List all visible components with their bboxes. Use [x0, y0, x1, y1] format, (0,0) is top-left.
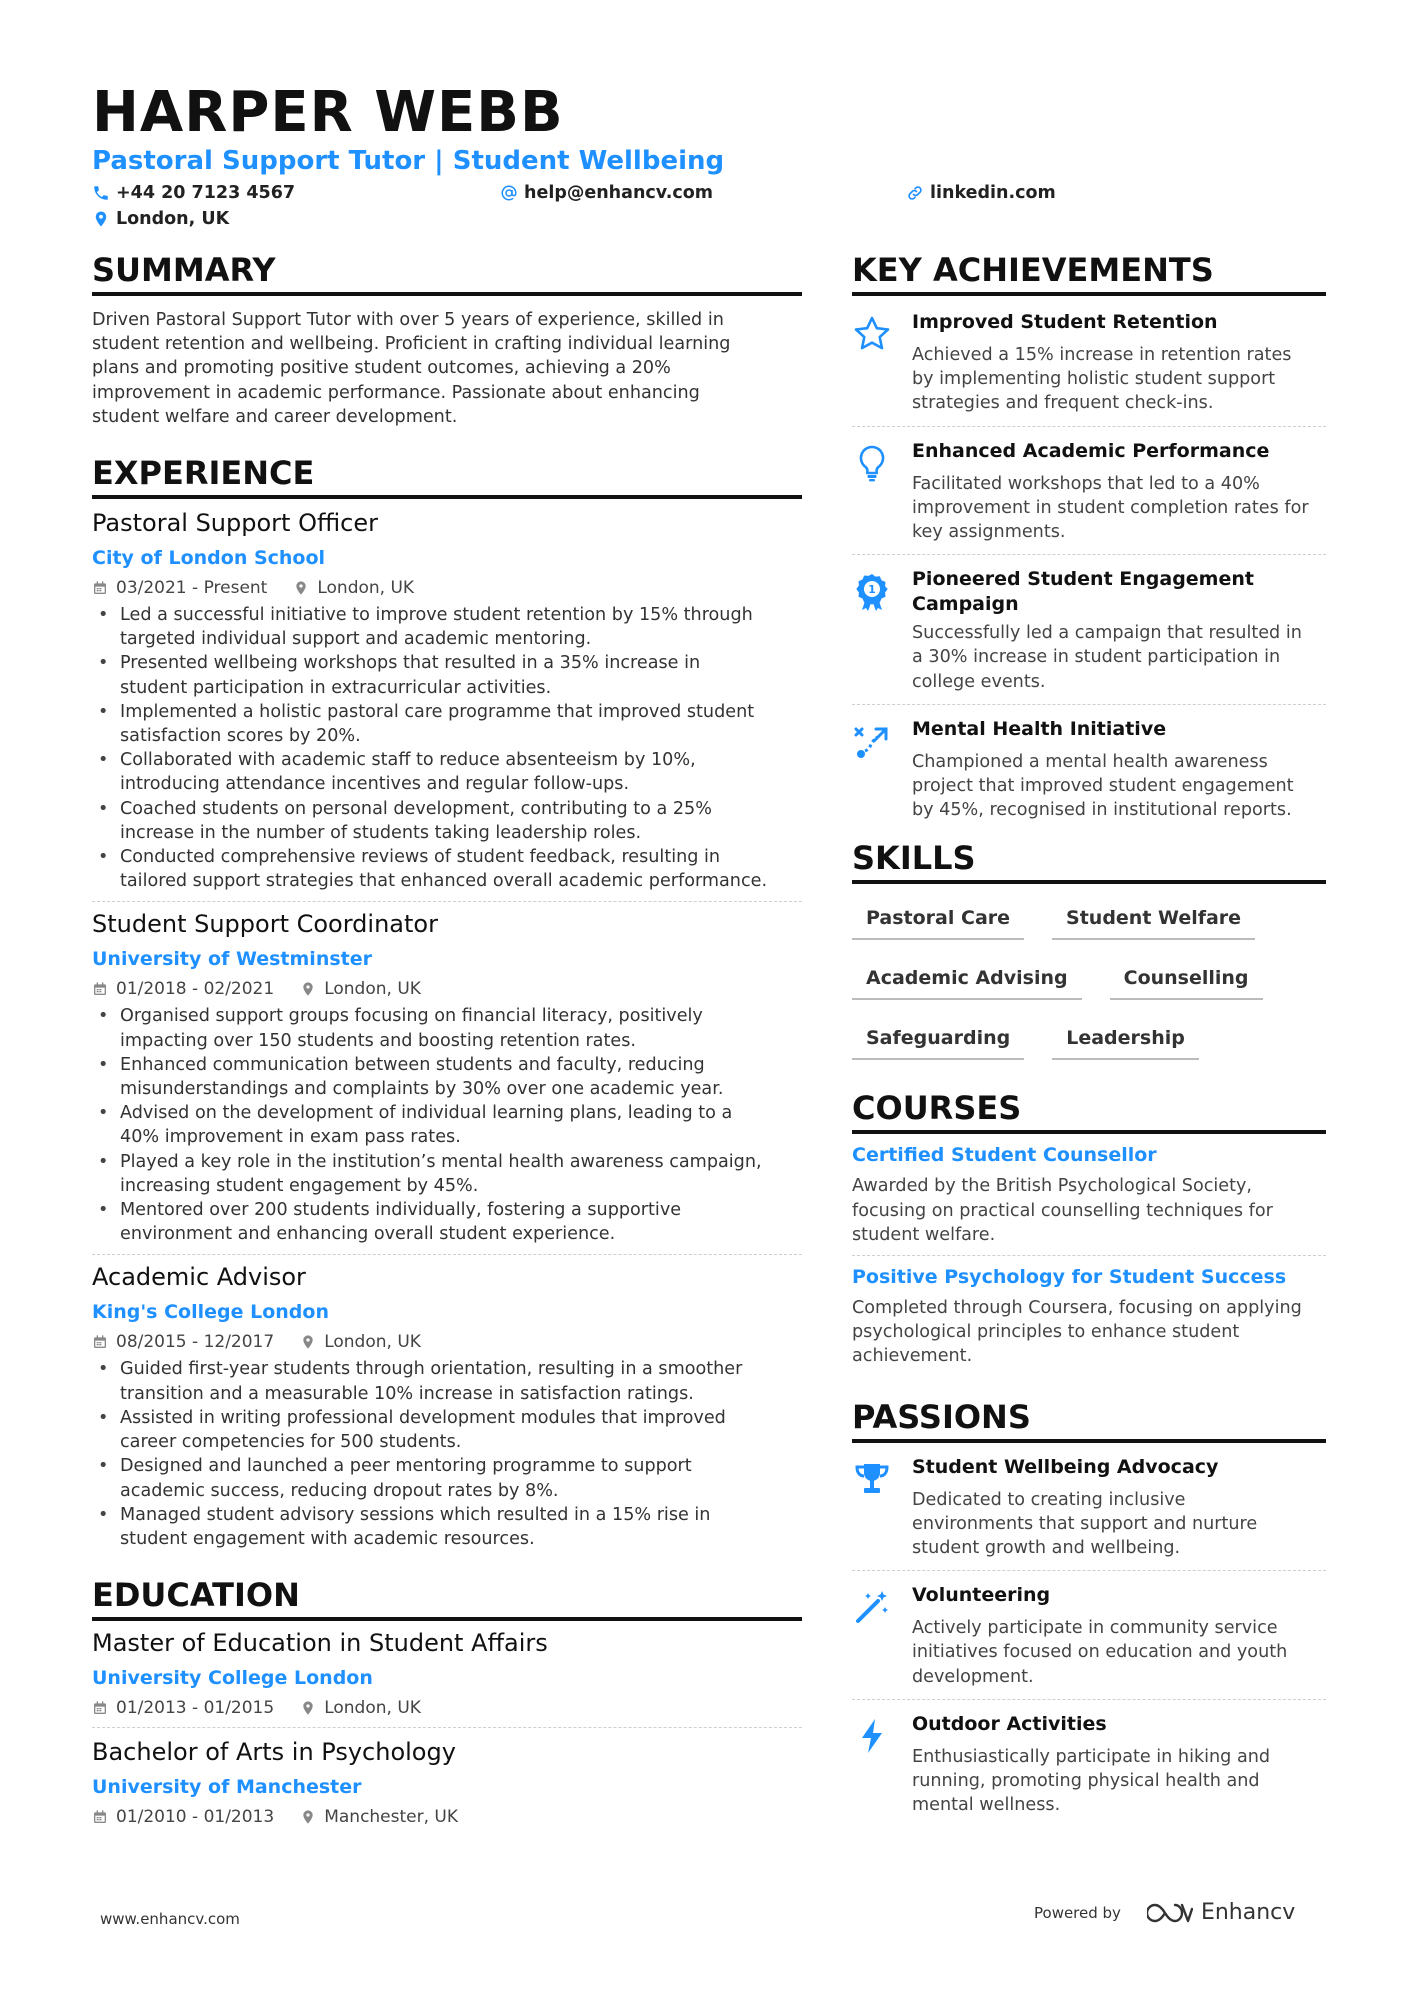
footer-branding: [1034, 1900, 1295, 1925]
date-text: 01/2010 - 01/2013: [116, 1807, 275, 1828]
bullet-line: misunderstandings and complaints by 30% over one academic year.: [120, 1079, 724, 1100]
date-range: [92, 1806, 274, 1828]
calendar-icon: [92, 1809, 108, 1825]
job-location: [300, 1697, 421, 1719]
powered-by-text: Powered by: [1034, 1903, 1121, 1922]
bullet-line: • Enhanced communication between students and faculty, reducing: [120, 1054, 705, 1075]
education-section: [92, 1575, 802, 1828]
passion-item: [852, 1455, 1326, 1561]
description-line: focusing on practical counselling techniques for: [852, 1200, 1273, 1221]
passion-item: [852, 1583, 1326, 1689]
description-line: by 45%, recognised in institutional reports.: [912, 800, 1292, 821]
description-line: Awarded by the British Psychological Society,: [852, 1176, 1253, 1197]
course-description: [852, 1296, 1326, 1369]
skill-tag: Safeguarding: [852, 1022, 1024, 1060]
description-line: psychological principles to enhance student: [852, 1322, 1240, 1343]
description-line: strategies and frequent check-ins.: [912, 393, 1214, 414]
bullet-line: • Collaborated with academic staff to reduce absenteeism by 10%,: [120, 750, 696, 771]
date-text: 08/2015 - 12/2017: [116, 1332, 275, 1353]
skill-tag: Academic Advising: [852, 962, 1082, 1000]
achievement-item: [852, 310, 1326, 416]
achievement-item: [852, 439, 1326, 545]
company-name[interactable]: University of Westminster: [92, 948, 372, 971]
linkedin-text[interactable]: linkedin.com: [930, 183, 1056, 203]
description-line: Successfully led a campaign that resulted in: [912, 623, 1302, 644]
achievement-title-line: Mental Health Initiative: [912, 717, 1167, 740]
bullet-item: [92, 845, 802, 893]
svg-text:1: 1: [868, 583, 876, 597]
passion-title: Student Wellbeing Advocacy: [912, 1455, 1219, 1478]
bullet-line: satisfaction scores by 20%.: [120, 726, 361, 747]
achievement-title: [912, 310, 1326, 335]
courses-heading: COURSES: [852, 1088, 1326, 1134]
divider: [92, 1727, 802, 1728]
location-text: Manchester, UK: [324, 1807, 459, 1828]
jobs-list: [92, 507, 802, 1551]
contact-linkedin[interactable]: [906, 182, 1056, 204]
candidate-name: HARPER WEBB: [92, 80, 564, 145]
description-line: development.: [912, 1666, 1034, 1687]
divider: [852, 554, 1326, 555]
brand-name: Enhancv: [1200, 1900, 1296, 1925]
skills-list: [852, 902, 1326, 1060]
experience-section: [92, 453, 802, 1551]
achievement-title: [912, 717, 1326, 742]
education-heading: EDUCATION: [92, 1575, 802, 1621]
achievements-section: [852, 250, 1326, 822]
phone-text: +44 20 7123 4567: [116, 183, 296, 203]
course-item: [852, 1142, 1326, 1247]
achievement-description: [912, 472, 1326, 545]
achievement-item: [852, 717, 1326, 823]
bullet-line: • Organised support groups focusing on financial literacy, positively: [120, 1006, 703, 1027]
achievement-title-line: Improved Student Retention: [912, 311, 1218, 333]
course-description: [852, 1174, 1326, 1247]
bullet-line: student participation in extracurricular activities.: [120, 677, 552, 698]
date-text: 01/2013 - 01/2015: [116, 1698, 275, 1719]
bullet-line: • Mentored over 200 students individually, fostering a supportive: [120, 1200, 682, 1221]
course-title[interactable]: Positive Psychology for Student Success: [852, 1266, 1287, 1289]
right-column: [852, 250, 1326, 1817]
bullet-item: [92, 1454, 802, 1502]
location-pin-icon: [300, 981, 316, 997]
education-entry: [92, 1736, 802, 1828]
description-line: running, promoting physical health and: [912, 1771, 1260, 1792]
job-title: Student Support Coordinator: [92, 910, 438, 939]
skill-tag: Pastoral Care: [852, 902, 1024, 940]
candidate-title: Pastoral Support Tutor | Student Wellbeing: [92, 146, 725, 176]
bullet-line: • Presented wellbeing workshops that resulted in a 35% increase in: [120, 653, 701, 674]
bullet-line: • Managed student advisory sessions which resulted in a 15% rise in: [120, 1504, 711, 1525]
description-line: Enthusiastically participate in hiking and: [912, 1746, 1271, 1767]
school-name[interactable]: University of Manchester: [92, 1776, 362, 1799]
bullet-line: increase in the number of students taking leadership roles.: [120, 822, 642, 843]
achievement-description: [912, 621, 1326, 694]
bullet-line: introducing attendance incentives and regular follow-ups.: [120, 774, 630, 795]
bullet-line: • Guided first-year students through orientation, resulting in a smoother: [120, 1359, 743, 1380]
courses-section: [852, 1088, 1326, 1368]
passion-title: Volunteering: [912, 1584, 1051, 1607]
school-name[interactable]: University College London: [92, 1667, 373, 1690]
summary-line: Driven Pastoral Support Tutor with over 5 years of experience, skilled in: [92, 310, 724, 330]
trophy-icon: [852, 1459, 892, 1499]
bullet-item: [92, 1004, 802, 1052]
location-pin-icon: [92, 210, 110, 228]
location-text: London, UK: [317, 578, 415, 599]
bullet-item: [92, 797, 802, 845]
contact-location: [92, 208, 229, 230]
contact-email[interactable]: [500, 182, 713, 204]
passions-section: [852, 1397, 1326, 1818]
skills-heading: SKILLS: [852, 838, 1326, 884]
courses-list: [852, 1142, 1326, 1368]
description-line: by implementing holistic student support: [912, 369, 1276, 390]
passion-item: [852, 1712, 1326, 1818]
brand-logo: [1147, 1900, 1295, 1925]
job-entry: [92, 507, 802, 902]
date-range: [92, 577, 267, 599]
summary-line: improvement in academic performance. Passionate about enhancing: [92, 382, 700, 403]
bullet-item: [92, 1406, 802, 1454]
description-line: student welfare.: [852, 1224, 996, 1245]
description-line: Actively participate in community service: [912, 1618, 1278, 1639]
location-pin-icon: [300, 1334, 316, 1350]
description-line: Achieved a 15% increase in retention rates: [912, 345, 1292, 365]
course-title[interactable]: Certified Student Counsellor: [852, 1144, 1157, 1167]
summary-line: plans and promoting positive student outcomes, achieving a 20%: [92, 358, 671, 379]
link-icon: [906, 184, 924, 202]
job-location: [300, 1331, 421, 1353]
summary-line: student welfare and career development.: [92, 406, 458, 427]
job-location: [300, 978, 421, 1000]
calendar-icon: [92, 1334, 108, 1350]
skills-section: [852, 838, 1326, 1060]
lightning-icon: [852, 1716, 892, 1756]
job-entry: [92, 908, 802, 1255]
description-line: college events.: [912, 671, 1046, 692]
description-line: Facilitated workshops that led to a 40%: [912, 473, 1260, 494]
date-range: [92, 978, 274, 1000]
divider: [852, 1699, 1326, 1700]
job-title: Academic Advisor: [92, 1263, 306, 1292]
divider: [852, 704, 1326, 705]
date-text: 01/2018 - 02/2021: [116, 979, 275, 1000]
divider: [92, 1254, 802, 1255]
bullet-line: • Conducted comprehensive reviews of student feedback, resulting in: [120, 847, 721, 868]
description-line: Championed a mental health awareness: [912, 751, 1268, 772]
date-range: [92, 1331, 274, 1353]
lightbulb-icon: [852, 443, 892, 483]
phone-icon: [92, 184, 110, 202]
bullet-item: [92, 1053, 802, 1101]
description-line: project that improved student engagement: [912, 776, 1294, 797]
course-item: [852, 1264, 1326, 1369]
bullet-line: increasing student engagement by 45%.: [120, 1175, 479, 1196]
bullet-item: [92, 1198, 802, 1246]
magic-wand-icon: [852, 1587, 892, 1627]
achievement-item: [852, 567, 1326, 694]
education-list: [92, 1627, 802, 1828]
achievement-title-line: Pioneered Student Engagement: [912, 568, 1254, 591]
passion-description: [912, 1616, 1326, 1689]
bullet-line: • Played a key role in the institution’s mental health awareness campaign,: [120, 1151, 762, 1172]
bullet-item: [92, 1150, 802, 1198]
bullet-line: tailored support strategies that enhanced overall academic performance.: [120, 871, 768, 892]
job-entry: [92, 1261, 802, 1551]
description-line: Completed through Coursera, focusing on applying: [852, 1298, 1302, 1319]
achievement-title: [912, 567, 1326, 617]
divider: [92, 901, 802, 902]
bullet-line: career competencies for 500 students.: [120, 1432, 462, 1453]
company-name[interactable]: City of London School: [92, 547, 326, 570]
description-line: initiatives focused on education and youth: [912, 1642, 1288, 1663]
location-pin-icon: [300, 1809, 316, 1825]
date-text: 03/2021 - Present: [116, 578, 268, 599]
bullet-line: • Led a successful initiative to improve student retention by 15% through: [120, 605, 753, 626]
bullet-line: • Assisted in writing professional development modules that improved: [120, 1407, 726, 1428]
summary-text: [92, 308, 802, 429]
passion-title: Outdoor Activities: [912, 1712, 1107, 1735]
description-line: key assignments.: [912, 522, 1066, 543]
description-line: student growth and wellbeing.: [912, 1538, 1181, 1559]
skill-tag: Leadership: [1052, 1022, 1199, 1060]
date-range: [92, 1697, 274, 1719]
description-line: a 30% increase in student participation in: [912, 647, 1281, 668]
description-line: Dedicated to creating inclusive: [912, 1489, 1186, 1510]
bullet-line: • Advised on the development of individual learning plans, leading to a: [120, 1103, 733, 1124]
bullet-line: • Coached students on personal development, contributing to a 25%: [120, 798, 712, 819]
location-text: London, UK: [324, 979, 421, 1000]
divider: [852, 426, 1326, 427]
bullet-line: • Designed and launched a peer mentoring programme to support: [120, 1456, 692, 1477]
achievement-bullets: [92, 1004, 802, 1246]
bullet-line: environment and enhancing overall student experience.: [120, 1224, 616, 1245]
degree-title: Master of Education in Student Affairs: [92, 1629, 548, 1658]
description-line: environments that support and nurture: [912, 1513, 1258, 1534]
bullet-line: academic success, reducing dropout rates by 8%.: [120, 1480, 559, 1501]
bullet-item: [92, 1503, 802, 1551]
location-text: London, UK: [324, 1698, 421, 1719]
summary-section: [92, 250, 802, 429]
location-pin-icon: [300, 1700, 316, 1716]
experience-heading: EXPERIENCE: [92, 453, 802, 499]
passion-description: [912, 1745, 1326, 1818]
bullet-line: 40% improvement in exam pass rates.: [120, 1127, 461, 1148]
company-name[interactable]: King's College London: [92, 1301, 329, 1324]
date-location-row: [92, 1331, 802, 1353]
degree-title: Bachelor of Arts in Psychology: [92, 1738, 456, 1767]
location-pin-icon: [293, 580, 309, 596]
achievement-title-line: Campaign: [912, 593, 1019, 616]
date-location-row: [92, 577, 802, 599]
bullet-line: impacting over 150 students and boosting retention rates.: [120, 1030, 636, 1051]
enhancv-logo-icon: [1147, 1901, 1193, 1925]
award-badge-icon: [852, 571, 892, 611]
achievement-title: [912, 439, 1326, 464]
bullet-line: student engagement with academic resources.: [120, 1528, 535, 1549]
contact-phone: [92, 182, 295, 204]
footer-website[interactable]: www.enhancv.com: [100, 1910, 240, 1928]
job-location: [300, 1806, 458, 1828]
bullet-line: targeted individual support and academic mentoring.: [120, 629, 592, 650]
job-title: Pastoral Support Officer: [92, 509, 378, 538]
description-line: achievement.: [852, 1346, 973, 1367]
achievement-description: [912, 750, 1326, 823]
skill-tag: Counselling: [1110, 962, 1263, 1000]
job-location: [293, 577, 414, 599]
date-location-row: [92, 1806, 802, 1828]
achievement-title-line: Enhanced Academic Performance: [912, 439, 1270, 462]
bullet-item: [92, 1357, 802, 1405]
bullet-line: transition and a measurable 10% increase in satisfaction ratings.: [120, 1383, 694, 1404]
star-icon: [852, 314, 892, 354]
date-location-row: [92, 978, 802, 1000]
description-line: improvement in student completion rates for: [912, 497, 1309, 518]
skill-tag: Student Welfare: [1052, 902, 1255, 940]
education-entry: [92, 1627, 802, 1728]
bullet-item: [92, 700, 802, 748]
email-text[interactable]: help@enhancv.com: [524, 183, 714, 203]
summary-line: student retention and wellbeing. Proficient in crafting individual learning: [92, 334, 731, 355]
location-text: London, UK: [116, 209, 230, 229]
calendar-icon: [92, 1700, 108, 1716]
achievements-heading: KEY ACHIEVEMENTS: [852, 250, 1326, 296]
achievement-bullets: [92, 603, 802, 893]
achievement-bullets: [92, 1357, 802, 1551]
bullet-item: [92, 651, 802, 699]
date-location-row: [92, 1697, 802, 1719]
passions-list: [852, 1455, 1326, 1818]
calendar-icon: [92, 580, 108, 596]
calendar-icon: [92, 981, 108, 997]
left-column: [92, 250, 802, 1828]
bullet-line: • Implemented a holistic pastoral care programme that improved student: [120, 701, 755, 722]
bullet-item: [92, 1101, 802, 1149]
bullet-item: [92, 748, 802, 796]
passion-description: [912, 1488, 1326, 1561]
strategy-path-icon: [852, 721, 892, 761]
achievement-description: [912, 343, 1326, 416]
divider: [852, 1255, 1326, 1256]
at-icon: [500, 184, 518, 202]
passions-heading: PASSIONS: [852, 1397, 1326, 1443]
achievements-list: [852, 310, 1326, 822]
description-line: mental wellness.: [912, 1795, 1061, 1816]
location-text: London, UK: [324, 1332, 421, 1353]
divider: [852, 1570, 1326, 1571]
bullet-item: [92, 603, 802, 651]
summary-heading: SUMMARY: [92, 250, 802, 296]
